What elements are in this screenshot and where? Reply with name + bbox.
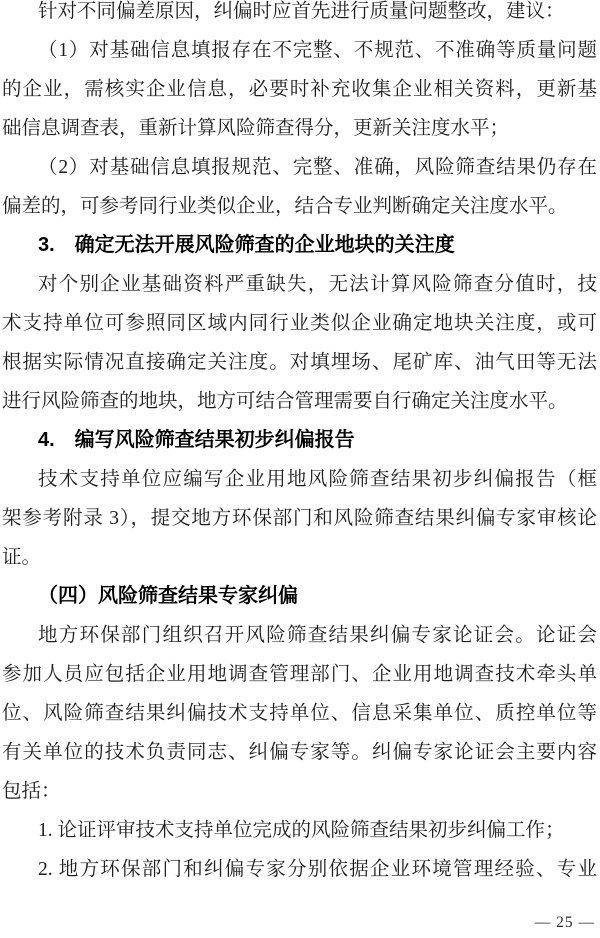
text-line: 位、风险筛查结果纠偏技术支持单位、信息采集单位、质控单位等	[2, 703, 597, 724]
text-line: 针对不同偏差原因，纠偏时应首先进行质量问题整改，建议：	[38, 1, 565, 22]
heading-line: 4. 编写风险筛查结果初步纠偏报告	[38, 429, 355, 451]
text-line: 技术支持单位应编写企业用地风险筛查结果初步纠偏报告（框	[38, 469, 597, 490]
text-line: 根据实际情况直接确定关注度。对填埋场、尾矿库、油气田等无法	[2, 352, 597, 373]
text-line: 2. 地方环保部门和纠偏专家分别依据企业环境管理经验、专业	[38, 859, 597, 880]
text-line: 参加人员应包括企业用地调查管理部门、企业用地调查技术牵头单	[2, 664, 597, 685]
text-line: 有关单位的技术负责同志、纠偏专家等。纠偏专家论证会主要内容	[2, 742, 597, 763]
page-number: — 25 —	[534, 914, 595, 931]
heading-line: 3. 确定无法开展风险筛查的企业地块的关注度	[38, 234, 455, 256]
text-line: 地方环保部门组织召开风险筛查结果纠偏专家论证会。论证会	[38, 625, 597, 646]
text-line: 1. 论证评审技术支持单位完成的风险筛查结果初步纠偏工作；	[38, 820, 565, 841]
text-line: 证。	[2, 547, 42, 568]
text-line: 的企业，需核实企业信息，必要时补充收集企业相关资料，更新基	[2, 79, 597, 100]
text-line: 础信息调查表，重新计算风险筛查得分，更新关注度水平；	[2, 118, 510, 139]
text-line: （2）对基础信息填报规范、完整、准确，风险筛查结果仍存在	[38, 157, 597, 178]
page-footer	[535, 915, 595, 931]
document-body	[2, 0, 597, 889]
text-line: 偏差的，可参考同行业类似企业，结合专业判断确定关注度水平。	[2, 196, 568, 217]
text-line: 术支持单位可参照同区域内同行业类似企业确定地块关注度，或可	[2, 313, 597, 334]
text-line: 架参考附录 3），提交地方环保部门和风险筛查结果纠偏专家审核论	[2, 508, 597, 529]
text-line: 包括：	[2, 781, 61, 802]
text-line: （1）对基础信息填报存在不完整、不规范、不准确等质量问题	[38, 40, 597, 61]
text-line: 对个别企业基础资料严重缺失，无法计算风险筛查分值时，技	[38, 274, 597, 295]
text-line: 进行风险筛查的地块，地方可结合管理需要自行确定关注度水平。	[2, 391, 568, 412]
heading-line: （四）风险筛查结果专家纠偏	[38, 585, 298, 607]
